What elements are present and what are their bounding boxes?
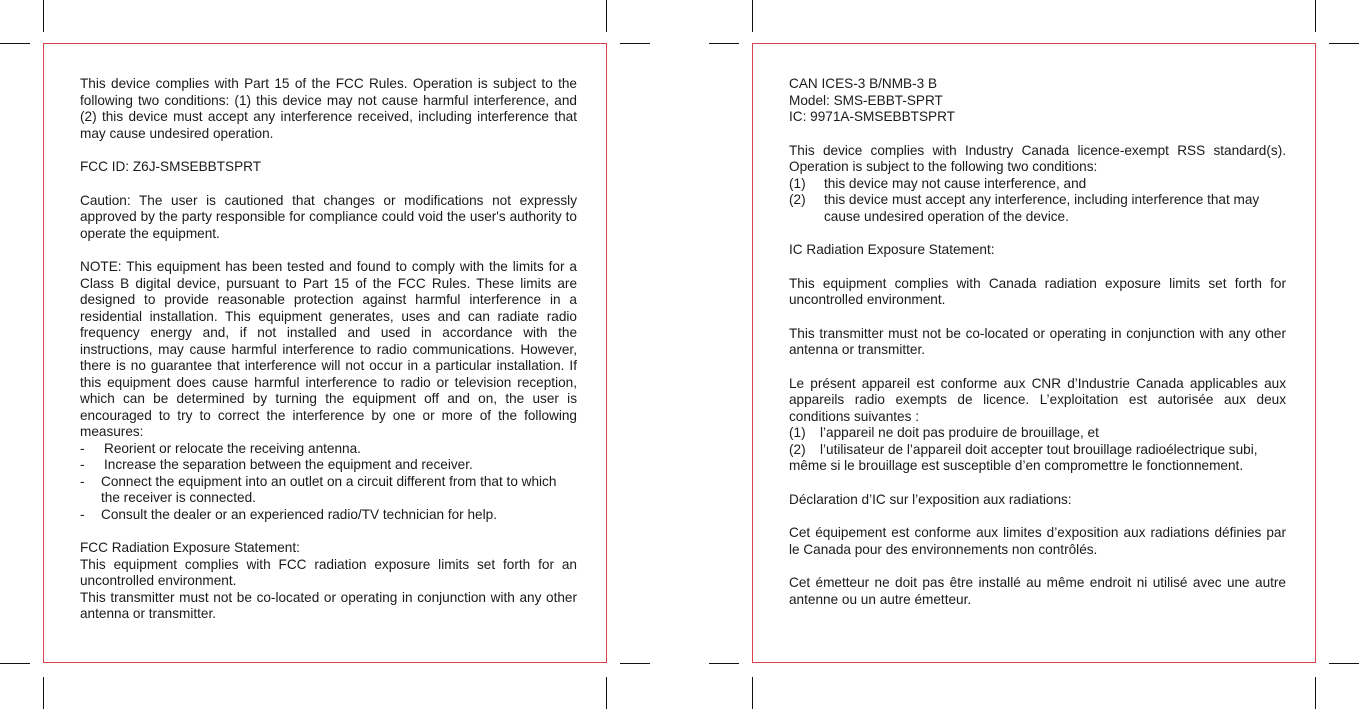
- ic-number: IC: 9971A-SMSEBBTSPRT: [789, 109, 955, 124]
- crop-mark: [752, 677, 753, 709]
- fr-radiation-text: Cet équipement est conforme aux limites d’exposition aux radiations définies par le Canada pour des environnements non contrôlés.: [789, 525, 1286, 557]
- list-number: (2): [789, 441, 806, 457]
- fr-conditions-tail: même si le brouillage est susceptible d’en compromettre le fonctionnement.: [789, 458, 1244, 473]
- bullet: -: [80, 506, 85, 522]
- caution-text: Caution: The user is cautioned that changes or modifications not expressly approved by the party responsible for compliance could void the user's authority to operate the equipment.: [80, 192, 577, 241]
- measure-text: Increase the separation between the equipment and receiver.: [104, 457, 473, 472]
- crop-mark: [0, 43, 30, 44]
- fcc-compliance-text: This device complies with Part 15 of the FCC Rules. Operation is subject to the following two conditions: (1) this device may not cause harmful interference, and (2) this device must accept any interference received, including interference that may cause undesired operation.: [80, 76, 577, 141]
- crop-mark: [620, 663, 650, 664]
- condition-text: this device must accept any interference, including interference that may cause undesired operation of the device.: [824, 192, 1260, 224]
- note-text: NOTE: This equipment has been tested and found to comply with the limits for a Class B digital device, pursuant to Part 15 of the FCC Rules. These limits are designed to provide reasonable protection against harmful interference in a residential installation. This equipment generates, uses and can radiate radio frequency energy and, if not installed and used in accordance with the instructions, may cause harmful interference to radio communications. However, there is no guarantee that interference will not occur in a particular installation. If this equipment does cause harmful interference to radio or television reception, which can be determined by turning the equipment off and on, the user is encouraged to try to correct the interference by one or more of the following measures:: [80, 259, 577, 439]
- crop-mark: [1315, 0, 1316, 32]
- crop-mark: [709, 663, 739, 664]
- ic-compliance-text: This device complies with Industry Canada licence-exempt RSS standard(s). Operation is subject to the following two conditions:: [789, 142, 1286, 174]
- fcc-panel: [43, 43, 607, 663]
- list-number: (1): [789, 175, 806, 191]
- bullet: -: [80, 440, 85, 456]
- crop-mark: [43, 677, 44, 709]
- fcc-colocation-text: This transmitter must not be co-located or operating in conjunction with any other antenna or transmitter.: [80, 589, 577, 621]
- list-item: [789, 425, 1286, 442]
- crop-mark: [43, 0, 44, 32]
- list-number: (1): [789, 425, 806, 440]
- ic-colocation-text: This transmitter must not be co-located or operating in conjunction with any other antenna or transmitter.: [789, 325, 1286, 357]
- measure-text: Consult the dealer or an experienced radio/TV technician for help.: [101, 506, 497, 522]
- list-item: [789, 176, 1286, 193]
- bullet: -: [80, 457, 85, 472]
- condition-text: l’utilisateur de l’appareil doit accepter tout brouillage radioélectrique subi,: [820, 441, 1258, 457]
- bullet: -: [80, 473, 85, 489]
- ic-panel: [752, 43, 1316, 663]
- ic-radiation-text: This equipment complies with Canada radiation exposure limits set forth for uncontrolled environment.: [789, 275, 1286, 307]
- crop-mark: [752, 0, 753, 32]
- measure-text: Reorient or relocate the receiving antenna.: [104, 440, 361, 456]
- list-item: [789, 442, 1286, 459]
- crop-mark: [606, 0, 607, 32]
- condition-text: this device may not cause interference, and: [824, 175, 1087, 191]
- crop-mark: [0, 663, 30, 664]
- list-item: [80, 457, 577, 474]
- ic-content: [789, 76, 1286, 608]
- crop-mark: [709, 43, 739, 44]
- fr-colocation-text: Cet émetteur ne doit pas être installé au même endroit ni utilisé avec une autre antenne ou un autre émetteur.: [789, 575, 1286, 607]
- list-number: (2): [789, 192, 806, 207]
- ic-radiation-heading: IC Radiation Exposure Statement:: [789, 242, 995, 257]
- fcc-radiation-text: This equipment complies with FCC radiation exposure limits set forth for an uncontrolled environment.: [80, 556, 577, 588]
- crop-mark: [1329, 43, 1359, 44]
- condition-text: l’appareil ne doit pas produire de brouillage, et: [820, 425, 1099, 440]
- crop-mark: [1329, 663, 1359, 664]
- list-item: [80, 507, 577, 524]
- fcc-radiation-heading: FCC Radiation Exposure Statement:: [80, 540, 300, 555]
- measure-text: Connect the equipment into an outlet on a circuit different from that to which the receiver is connected.: [101, 473, 557, 505]
- crop-mark: [620, 43, 650, 44]
- fcc-id: FCC ID: Z6J-SMSEBBTSPRT: [80, 159, 262, 174]
- fr-radiation-heading: Déclaration d’IC sur l’exposition aux radiations:: [789, 491, 1072, 507]
- crop-mark: [606, 677, 607, 709]
- model-number: Model: SMS-EBBT-SPRT: [789, 92, 943, 108]
- fr-compliance-text: Le présent appareil est conforme aux CNR d’Industrie Canada applicables aux appareils radio exempts de licence. L’exploitation est autorisée aux deux conditions suivantes :: [789, 375, 1286, 424]
- list-item: [80, 441, 577, 458]
- fcc-content: [80, 76, 577, 623]
- list-item: [789, 192, 1286, 225]
- crop-mark: [1315, 677, 1316, 709]
- list-item: [80, 474, 577, 507]
- can-ices-label: CAN ICES-3 B/NMB-3 B: [789, 76, 938, 91]
